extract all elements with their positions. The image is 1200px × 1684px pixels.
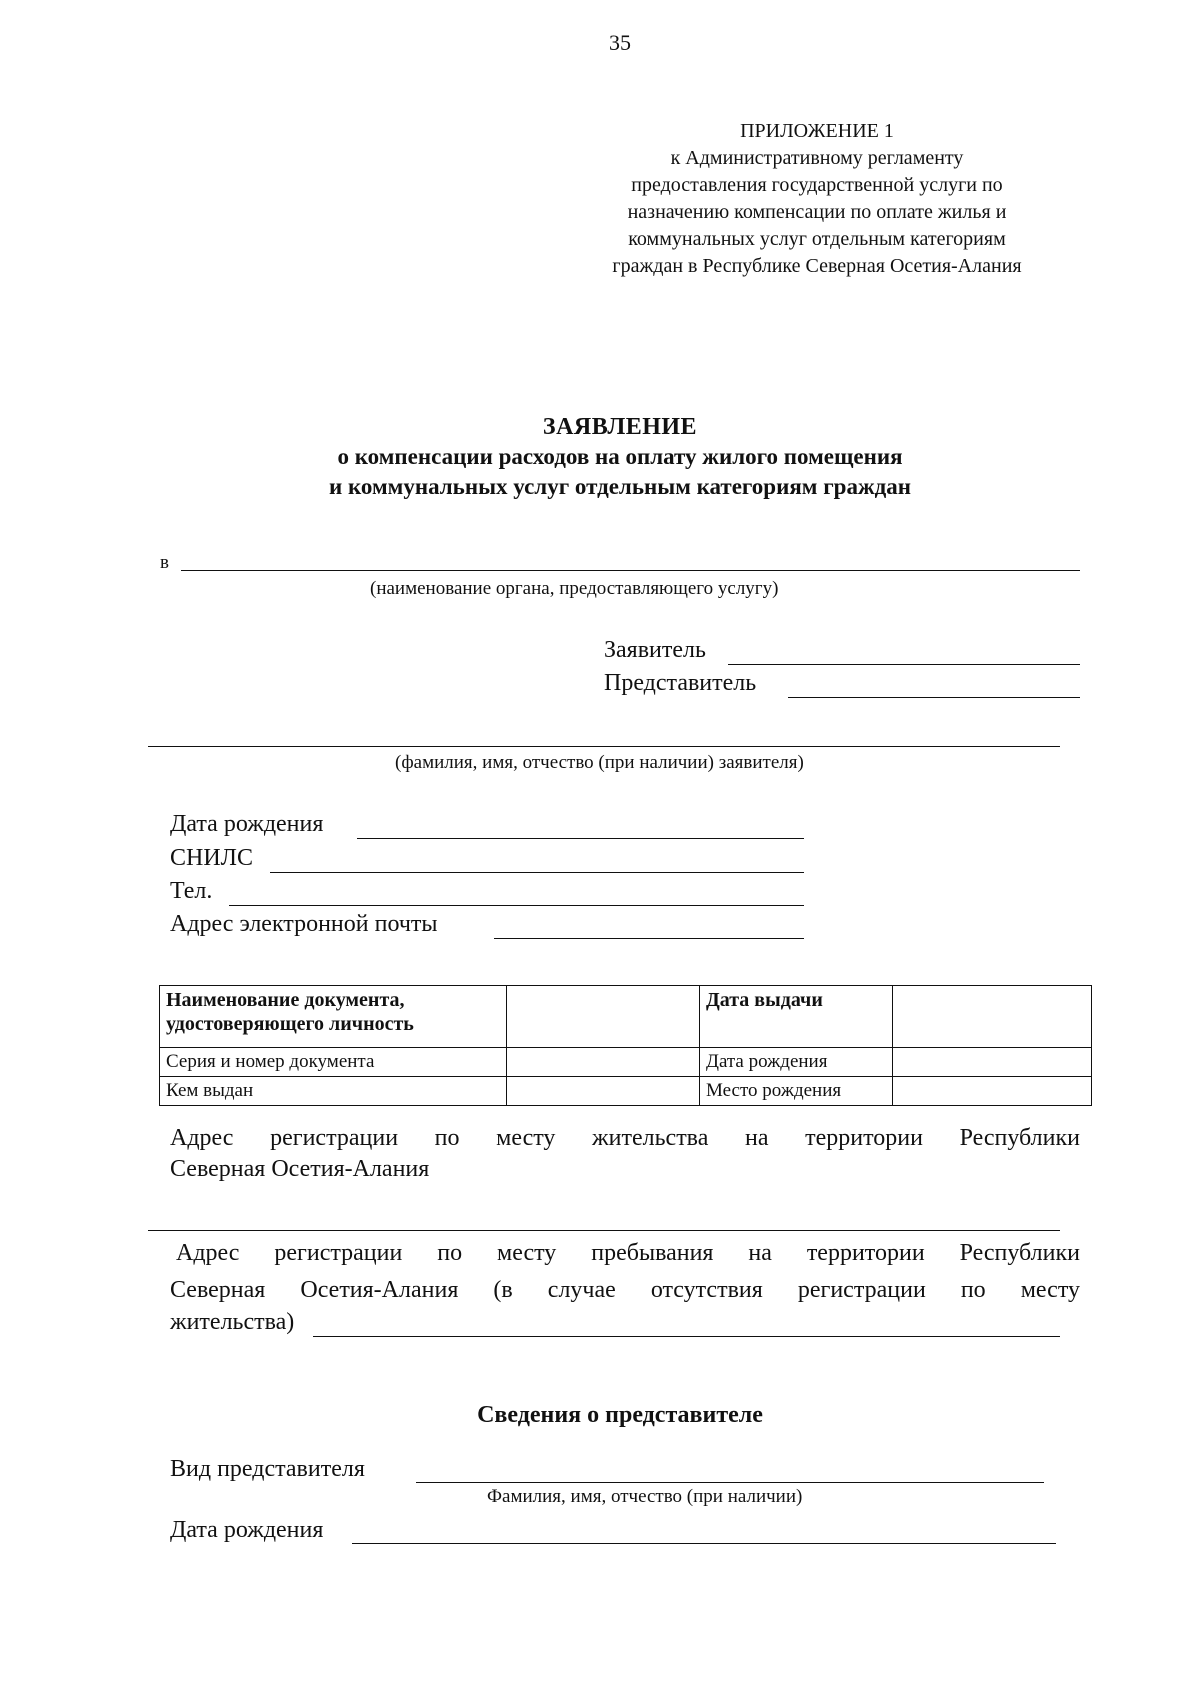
annex-heading: ПРИЛОЖЕНИЕ 1 xyxy=(740,120,894,142)
document-title xyxy=(0,412,1200,502)
birth-place-value[interactable] xyxy=(893,1077,1092,1106)
page-number: 35 xyxy=(609,30,631,55)
applicant-fullname-caption: (фамилия, имя, отчество (при наличии) заявителя) xyxy=(395,752,804,773)
doc-name-header: Наименование документа, удостоверяющего личность xyxy=(160,986,507,1048)
representative-birth-date-field[interactable] xyxy=(352,1543,1056,1544)
residence-address-field[interactable] xyxy=(148,1230,1060,1231)
birth-place-label: Место рождения xyxy=(700,1077,893,1106)
stay-address-label-2: Северная Осетия-Алания (в случае отсутствия регистрации по месту xyxy=(170,1277,1080,1303)
table-row xyxy=(160,1048,1092,1077)
birth-date-label: Дата рождения xyxy=(170,811,324,837)
applicant-fullname-field[interactable] xyxy=(148,746,1060,747)
issued-by-label: Кем выдан xyxy=(160,1077,507,1106)
annex-line: коммунальных услуг отдельным категориям xyxy=(628,228,1006,250)
title-line-2: и коммунальных услуг отдельным категориям граждан xyxy=(328,474,912,499)
snils-field[interactable] xyxy=(270,872,804,873)
annex-block xyxy=(568,118,1066,280)
annex-line: к Административному регламенту xyxy=(670,147,964,169)
birth-date-field[interactable] xyxy=(357,838,804,839)
title-line-1: о компенсации расходов на оплату жилого помещения xyxy=(337,444,903,469)
snils-label: СНИЛС xyxy=(170,845,253,871)
representative-name-caption: Фамилия, имя, отчество (при наличии) xyxy=(487,1486,803,1507)
addressee-prefix: в xyxy=(160,552,169,573)
addressee-caption: (наименование органа, предоставляющего услугу) xyxy=(370,578,779,599)
addressee-field[interactable] xyxy=(181,570,1080,571)
phone-field[interactable] xyxy=(229,905,804,906)
stay-address-field[interactable] xyxy=(313,1336,1060,1337)
id-document-table xyxy=(159,985,1092,1106)
series-number-value[interactable] xyxy=(507,1048,700,1077)
residence-address-label-1: Адрес регистрации по месту жительства на территории Республики xyxy=(170,1125,1080,1151)
annex-line: назначению компенсации по оплате жилья и xyxy=(627,201,1007,223)
stay-address-label-3: жительства) xyxy=(170,1309,295,1335)
issued-by-value[interactable] xyxy=(507,1077,700,1106)
residence-address-label-2: Северная Осетия-Алания xyxy=(170,1156,430,1182)
issue-date-header: Дата выдачи xyxy=(700,986,893,1048)
applicant-field[interactable] xyxy=(728,664,1080,665)
issue-date-value[interactable] xyxy=(893,986,1092,1048)
email-field[interactable] xyxy=(494,938,804,939)
table-birth-date-label: Дата рождения xyxy=(700,1048,893,1077)
representative-type-field[interactable] xyxy=(416,1482,1044,1483)
title-main: ЗАЯВЛЕНИЕ xyxy=(542,414,698,440)
representative-section-title: Сведения о представителе xyxy=(477,1402,763,1428)
representative-field[interactable] xyxy=(788,697,1080,698)
representative-label: Представитель xyxy=(604,670,757,696)
series-number-label: Серия и номер документа xyxy=(160,1048,507,1077)
stay-address-label-1: Адрес регистрации по месту пребывания на территории Республики xyxy=(176,1240,1080,1266)
applicant-label: Заявитель xyxy=(604,637,706,663)
annex-line: предоставления государственной услуги по xyxy=(631,174,1003,196)
email-label: Адрес электронной почты xyxy=(170,911,438,937)
table-row xyxy=(160,986,1092,1048)
table-birth-date-value[interactable] xyxy=(893,1048,1092,1077)
phone-label: Тел. xyxy=(170,878,213,904)
representative-type-label: Вид представителя xyxy=(170,1456,365,1482)
doc-name-value[interactable] xyxy=(507,986,700,1048)
representative-birth-date-label: Дата рождения xyxy=(170,1517,324,1543)
table-row xyxy=(160,1077,1092,1106)
annex-line: граждан в Республике Северная Осетия-Алания xyxy=(612,255,1022,277)
